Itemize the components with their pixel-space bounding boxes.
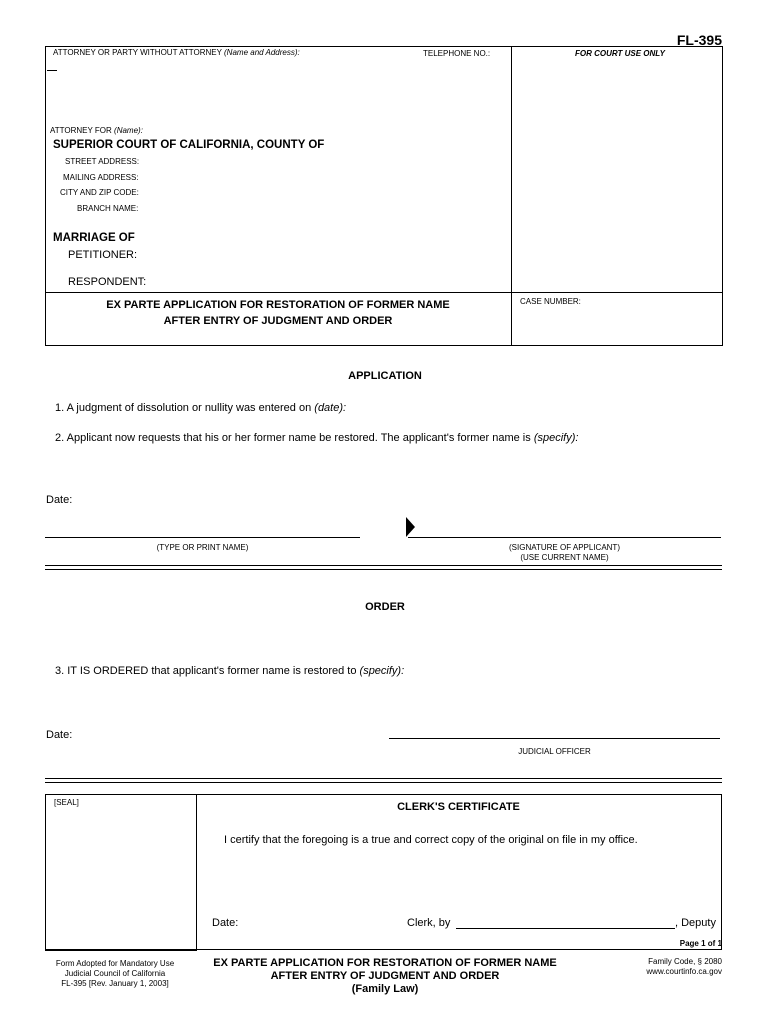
- separator-2b: [45, 782, 722, 783]
- city-zip-label: CITY AND ZIP CODE:: [60, 188, 139, 197]
- item-2: 2. Applicant now requests that his or her former name be restored. The applicant's former name is (specify):: [55, 432, 579, 444]
- clerk-box-top: [195, 794, 722, 795]
- marriage-of-label: MARRIAGE OF: [53, 232, 135, 244]
- separator-1b: [45, 569, 722, 570]
- deputy-label: , Deputy: [675, 917, 716, 929]
- signature-arrow-icon: [406, 517, 416, 537]
- signature-line[interactable]: [408, 537, 721, 538]
- clerk-signature-line[interactable]: [456, 928, 675, 929]
- signature-label: (SIGNATURE OF APPLICANT) (USE CURRENT NAME): [509, 543, 620, 562]
- footer-title: EX PARTE APPLICATION FOR RESTORATION OF FORMER NAME AFTER ENTRY OF JUDGMENT AND ORDER (Family Law): [213, 957, 557, 995]
- separator-1a: [45, 565, 722, 566]
- clerk-heading: CLERK'S CERTIFICATE: [397, 801, 520, 813]
- print-name-label: (TYPE OR PRINT NAME): [156, 543, 249, 552]
- branch-name-label: BRANCH NAME:: [77, 204, 139, 213]
- attorney-label: ATTORNEY OR PARTY WITHOUT ATTORNEY (Name and Address):: [53, 48, 300, 57]
- respondent-label: RESPONDENT:: [68, 276, 147, 288]
- form-title: EX PARTE APPLICATION FOR RESTORATION OF FORMER NAME AFTER ENTRY OF JUDGMENT AND ORDER: [106, 299, 450, 327]
- form-id: FL-395: [676, 32, 722, 48]
- street-address-label: STREET ADDRESS:: [65, 157, 140, 166]
- court-use-label: FOR COURT USE ONLY: [575, 49, 665, 58]
- application-date-label: Date:: [46, 494, 73, 506]
- judicial-officer-label: JUDICIAL OFFICER: [518, 747, 591, 756]
- page-number: Page 1 of 1: [679, 939, 722, 948]
- application-heading: APPLICATION: [348, 370, 422, 382]
- statute-reference: Family Code, § 2080 www.courtinfo.ca.gov: [646, 957, 722, 976]
- telephone-label: TELEPHONE NO.:: [423, 49, 491, 58]
- adopted-note: Form Adopted for Mandatory Use Judicial Council of California FL-395 [Rev. January 1, 2003]: [55, 959, 175, 988]
- seal-label: [SEAL]: [54, 798, 79, 807]
- item-3: 3. IT IS ORDERED that applicant's former name is restored to (specify):: [55, 665, 405, 677]
- separator-2a: [45, 778, 722, 779]
- attorney-for-label: ATTORNEY FOR (Name):: [50, 126, 143, 135]
- seal-box: [45, 794, 197, 951]
- court-title: SUPERIOR COURT OF CALIFORNIA, COUNTY OF: [53, 139, 325, 151]
- order-heading: ORDER: [365, 601, 405, 613]
- print-name-line[interactable]: [45, 537, 360, 538]
- order-date-label: Date:: [46, 729, 73, 741]
- clerk-date-label: Date:: [212, 917, 239, 929]
- item-1: 1. A judgment of dissolution or nullity was entered on (date):: [55, 402, 347, 414]
- mailing-address-label: MAILING ADDRESS:: [63, 173, 139, 182]
- clerk-box-bottom: [45, 949, 722, 950]
- caption-divider: [511, 46, 512, 345]
- title-divider: [45, 292, 722, 293]
- certify-text: I certify that the foregoing is a true and correct copy of the original on file in my office.: [224, 834, 638, 846]
- clerk-by-label: Clerk, by: [407, 917, 451, 929]
- clerk-box-right: [721, 794, 722, 950]
- judicial-officer-line[interactable]: [389, 738, 720, 739]
- attorney-input-mark[interactable]: [47, 70, 57, 71]
- petitioner-label: PETITIONER:: [68, 249, 138, 261]
- case-number-label: CASE NUMBER:: [520, 297, 581, 306]
